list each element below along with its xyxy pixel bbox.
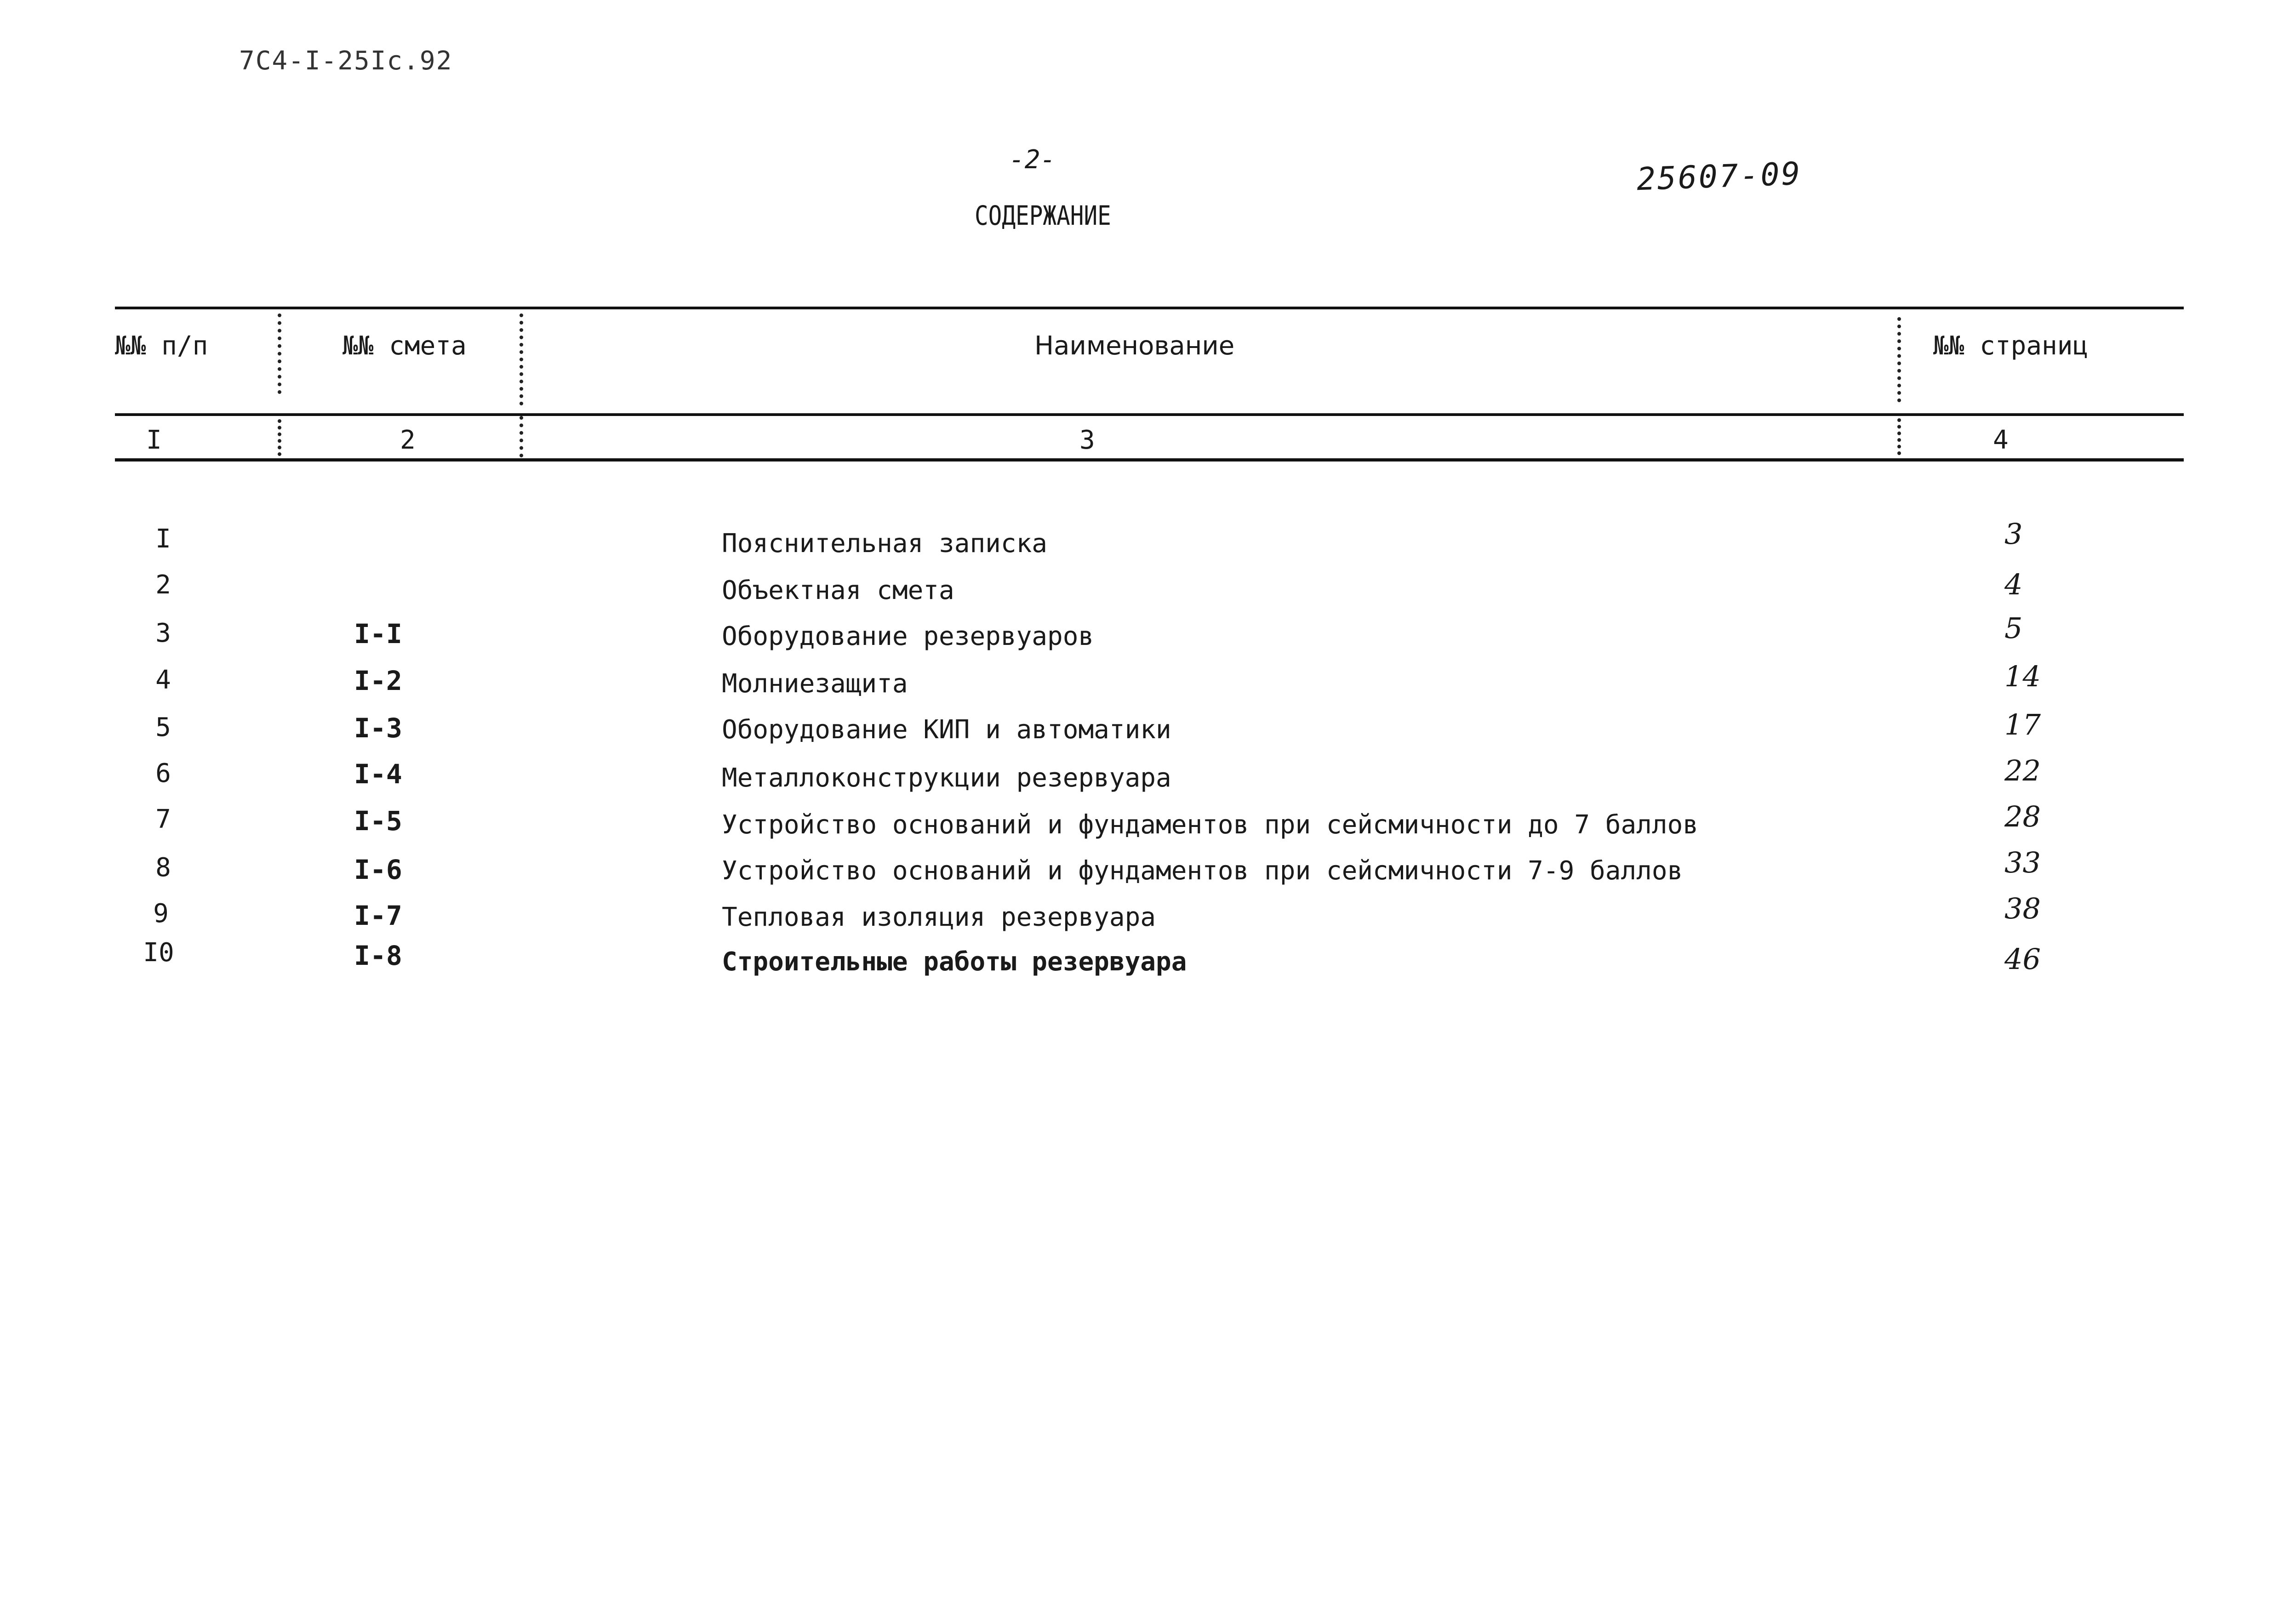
document-code: 7С4-I-25Iс.92 — [239, 46, 453, 76]
row-estimate: I-4 — [354, 758, 402, 790]
row-number: I — [155, 524, 171, 554]
row-page: 33 — [2004, 846, 2041, 879]
row-page: 28 — [2004, 800, 2041, 833]
header-row-number: №№ п/п — [115, 331, 208, 361]
row-number: 6 — [155, 758, 171, 788]
row-number: 8 — [155, 853, 171, 883]
row-estimate: I-6 — [354, 854, 402, 885]
column-divider — [278, 313, 281, 394]
row-name: Оборудование резервуаров — [722, 621, 1094, 651]
header-name: Наименование — [1034, 331, 1235, 361]
column-number: 2 — [400, 425, 416, 455]
row-page: 4 — [2004, 568, 2023, 601]
column-divider — [1897, 418, 1901, 455]
row-name: Оборудование КИП и автоматики — [722, 715, 1171, 745]
registration-number: 25607-09 — [1636, 155, 1803, 198]
column-divider — [520, 313, 523, 405]
row-estimate: I-8 — [354, 940, 402, 971]
table-header-rule — [115, 413, 2184, 416]
row-estimate: I-I — [354, 618, 402, 650]
header-estimate: №№ смета — [343, 331, 467, 361]
row-page: 14 — [2004, 660, 2041, 693]
page-title: СОДЕРЖАНИЕ — [975, 200, 1111, 231]
header-pages: №№ страниц — [1933, 331, 2089, 361]
row-name: Пояснительная записка — [722, 529, 1048, 558]
row-page: 38 — [2004, 892, 2041, 925]
row-number: 3 — [155, 618, 171, 648]
row-estimate: I-2 — [354, 665, 402, 696]
row-estimate: I-3 — [354, 712, 402, 744]
row-name: Устройство оснований и фундаментов при сейсмичности 7-9 баллов — [722, 856, 1683, 886]
row-page: 17 — [2004, 708, 2041, 741]
row-number: 9 — [153, 899, 169, 929]
column-divider — [278, 419, 281, 456]
row-page: 3 — [2004, 517, 2023, 551]
row-estimate: I-7 — [354, 900, 402, 931]
row-name: Металлоконструкции резервуара — [722, 763, 1171, 793]
row-number: I0 — [143, 938, 174, 968]
row-estimate: I-5 — [354, 805, 402, 837]
column-divider — [1897, 317, 1901, 402]
column-number: 4 — [1993, 425, 2009, 455]
row-name: Тепловая изоляция резервуара — [722, 902, 1156, 932]
row-name: Устройство оснований и фундаментов при сейсмичности до 7 баллов — [722, 810, 1699, 840]
row-name: Молниезащита — [722, 669, 908, 699]
row-name: Объектная смета — [722, 576, 954, 605]
column-divider — [520, 416, 523, 457]
table-top-rule — [115, 307, 2184, 309]
table-colnum-rule — [115, 458, 2184, 462]
row-number: 5 — [155, 712, 171, 742]
row-number: 7 — [155, 804, 171, 834]
row-page: 22 — [2004, 754, 2041, 787]
page-number: -2- — [1009, 145, 1056, 175]
row-page: 46 — [2004, 942, 2041, 976]
row-number: 2 — [155, 570, 171, 600]
column-number: 3 — [1079, 425, 1095, 455]
row-number: 4 — [155, 665, 171, 695]
column-number: I — [146, 425, 162, 455]
row-name: Строительные работы резервуара — [722, 947, 1187, 977]
row-page: 5 — [2004, 611, 2023, 645]
